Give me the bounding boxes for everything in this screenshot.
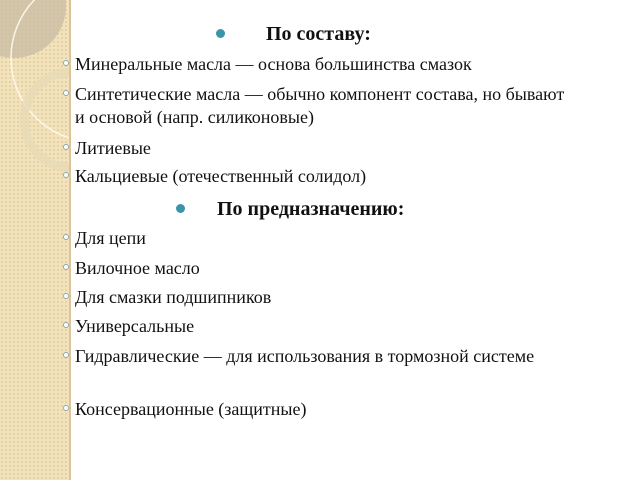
list-item-text: Гидравлические — для использования в тормозной системе [75, 346, 535, 366]
filled-circle-bullet-icon [176, 204, 185, 213]
hollow-circle-bullet-icon [63, 60, 69, 66]
hollow-circle-bullet-icon [63, 405, 69, 411]
list-item [75, 83, 575, 129]
hollow-circle-bullet-icon [63, 322, 69, 328]
hollow-circle-bullet-icon [63, 234, 69, 240]
list-item-text: Вилочное масло [75, 258, 200, 278]
list-item [75, 398, 595, 421]
hollow-circle-bullet-icon [63, 352, 69, 358]
filled-circle-bullet-icon [216, 29, 225, 38]
hollow-circle-bullet-icon [63, 264, 69, 270]
list-item [75, 315, 595, 338]
list-item-text: Минеральные масла — основа большинства смазок [75, 54, 472, 74]
list-item-text: Синтетические масла — обычно компонент состава, но бывают и основой (напр. силиконовые) [75, 84, 565, 127]
heading-text: По составу: [266, 23, 371, 45]
list-item-text: Универсальные [75, 316, 195, 336]
list-item-text: Для смазки подшипников [75, 287, 272, 307]
heading-text: По предназначению: [217, 198, 405, 220]
list-item [75, 165, 595, 188]
hollow-circle-bullet-icon [63, 144, 69, 150]
list-item [75, 345, 555, 368]
list-item-text: Литиевые [75, 138, 151, 158]
list-item-text: Для цепи [75, 228, 146, 248]
list-item [75, 137, 595, 160]
hollow-circle-bullet-icon [63, 172, 69, 178]
list-item-text: Кальциевые (отечественный солидол) [75, 166, 367, 186]
section-heading-composition [266, 22, 371, 46]
hollow-circle-bullet-icon [63, 293, 69, 299]
list-item-text: Консервационные (защитные) [75, 399, 307, 419]
section-heading-purpose [217, 197, 404, 221]
list-item [75, 53, 595, 76]
hollow-circle-bullet-icon [63, 90, 69, 96]
list-item [75, 227, 595, 250]
list-item [75, 257, 595, 280]
list-item [75, 286, 595, 309]
